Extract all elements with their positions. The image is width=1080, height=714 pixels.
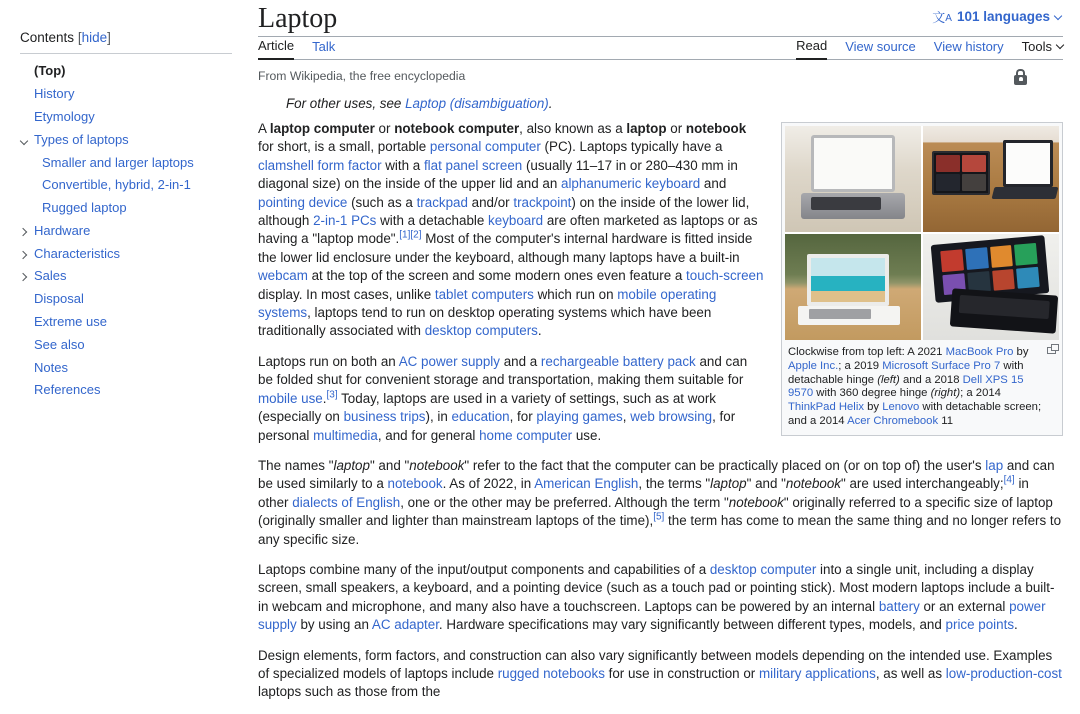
tab-article[interactable] bbox=[258, 38, 294, 60]
wiki-link-thinkpad-helix[interactable]: ThinkPad Helix bbox=[788, 401, 864, 414]
sidebar-item-rugged-laptop[interactable] bbox=[20, 197, 232, 220]
wiki-link-home-computer[interactable]: home computer bbox=[479, 427, 573, 443]
site-subtitle: From Wikipedia, the free encyclopedia bbox=[258, 69, 466, 83]
sidebar-item-convertible-hybrid-2-in-1[interactable] bbox=[20, 174, 232, 197]
translate-icon: 文A bbox=[932, 10, 952, 25]
wiki-link-american-english[interactable]: American English bbox=[534, 476, 639, 492]
sidebar-item-label: References bbox=[34, 382, 101, 398]
wiki-link-military-applications[interactable]: military applications bbox=[758, 665, 876, 681]
wiki-link-flat-panel-screen[interactable]: flat panel screen bbox=[423, 157, 523, 173]
sidebar-item-etymology[interactable] bbox=[20, 106, 232, 129]
article-body bbox=[258, 120, 1063, 702]
sidebar-item-label: Sales bbox=[34, 268, 67, 284]
wiki-link-2-in-1-pcs[interactable]: 2-in-1 PCs bbox=[313, 213, 377, 229]
tab-label: Article bbox=[258, 38, 295, 53]
sidebar-item-label: Characteristics bbox=[34, 245, 120, 261]
tab-label: Tools bbox=[1021, 38, 1052, 54]
photo-surface-pro-7-and-dell-xps-15 bbox=[923, 126, 1059, 232]
wiki-link-laptop-disambiguation[interactable]: Laptop (disambiguation) bbox=[405, 96, 549, 111]
sidebar-item-characteristics[interactable] bbox=[20, 242, 232, 265]
contents-label: Contents bbox=[20, 30, 75, 45]
tab-label: Talk bbox=[312, 38, 336, 54]
contents-sidebar bbox=[20, 30, 232, 402]
sidebar-item-label: Disposal bbox=[34, 291, 84, 307]
photo-macbook-pro-2021 bbox=[785, 126, 921, 232]
lead-image-collage[interactable] bbox=[785, 126, 1059, 340]
sidebar-item-sales[interactable] bbox=[20, 265, 232, 288]
reference-link[interactable]: [5] bbox=[653, 511, 665, 523]
wiki-link-personal-computer[interactable]: personal computer bbox=[429, 139, 541, 155]
contents-heading: Contents [hide] bbox=[20, 30, 232, 54]
page-title: Laptop bbox=[258, 3, 338, 34]
tab-view-history[interactable] bbox=[934, 38, 1004, 59]
wiki-link-desktop-computer[interactable]: desktop computer bbox=[709, 561, 817, 577]
article-content bbox=[258, 0, 1063, 714]
tools-menu[interactable] bbox=[1022, 38, 1063, 59]
sidebar-item-label: Convertible, hybrid, 2-in-1 bbox=[42, 177, 191, 193]
sidebar-item-label: Types of laptops bbox=[34, 131, 129, 147]
wiki-link-macbook-pro[interactable]: MacBook Pro bbox=[945, 346, 1014, 358]
wiki-link-lap[interactable]: lap bbox=[985, 457, 1004, 473]
article-paragraph: A laptop computer or notebook computer, also known as a laptop or notebook for short, is a small, portable personal computer (PC). Laptops typically have a clamshell form factor with a flat panel screen (usually 11–17 in or 280–430 mm in diagonal size) on the inside of the upper lid and an alphanumeric keyboard and pointing device (such as a trackpad and/or trackpoint) on the inside of the lower lid, although 2-in-1 PCs with a detachable keyboard are often marketed as laptops or as having a "laptop mode".[1][2] Most of the computer's internal hardware is fitted inside the lower lid enclosure under the keyboard, although many laptops have a built-in webcam at the top of the screen and some modern ones even feature a touch-screen display. In most cases, unlike tablet computers which run on mobile operating systems, laptops tend to run on desktop operating systems which have been traditionally associated with desktop computers. bbox=[258, 121, 764, 339]
image-caption: Clockwise from top left: A 2021 MacBook Pro by Apple Inc.; a 2019 Microsoft Surface Pro 7 with detachable hinge (left) and a 2018 Dell XPS 15 9570 with 360 degree hinge (right); a 2014 ThinkPad Helix by Lenovo with detachable screen; and a 2014 Acer Chromebook 11 bbox=[785, 340, 1059, 432]
chevron-down-icon bbox=[1056, 40, 1064, 48]
sidebar-item-label: Extreme use bbox=[34, 313, 107, 329]
wiki-link-notebook[interactable]: notebook bbox=[387, 476, 443, 492]
wiki-link-mobile-operating-systems[interactable]: mobile operating systems bbox=[258, 286, 717, 321]
sidebar-item-hardware[interactable] bbox=[20, 219, 232, 242]
wiki-link-lenovo[interactable]: Lenovo bbox=[882, 401, 920, 414]
sidebar-item-label: History bbox=[34, 86, 75, 102]
tab-label: Read bbox=[796, 38, 828, 53]
sidebar-item-disposal[interactable] bbox=[20, 288, 232, 311]
wiki-link-price-points[interactable]: price points bbox=[945, 617, 1015, 633]
contents-hide-toggle[interactable]: hide bbox=[81, 30, 108, 45]
article-header bbox=[258, 0, 1063, 37]
wiki-link-pointing-device[interactable]: pointing device bbox=[258, 194, 348, 210]
wiki-link-tablet-computers[interactable]: tablet computers bbox=[434, 286, 534, 302]
chevron-right-icon bbox=[19, 250, 27, 258]
wiki-link-trackpoint[interactable]: trackpoint bbox=[513, 194, 572, 210]
article-paragraph: Laptops combine many of the input/output components and capabilities of a desktop computer into a single unit, including a display screen, small speakers, a keyboard, and a pointing device (such as a touch pad or pointing stick). Most modern laptops include a built-in webcam and microphone, and many also have a touchscreen. Laptops can be powered by an internal battery or an external power supply by using an AC adapter. Hardware specifications may vary significantly between different types, models, and price points. bbox=[258, 561, 1055, 633]
wiki-link-power-supply[interactable]: power supply bbox=[258, 598, 1046, 633]
sidebar-item-label: Hardware bbox=[34, 222, 91, 238]
tab-view-source[interactable] bbox=[845, 38, 916, 59]
reference-link[interactable]: [4] bbox=[1003, 474, 1015, 486]
reference-link[interactable]: [1][2] bbox=[399, 229, 422, 241]
subtitle-row bbox=[258, 69, 1063, 83]
table-of-contents bbox=[20, 60, 232, 402]
wiki-link-education[interactable]: education bbox=[451, 409, 510, 425]
tab-label: View source bbox=[845, 38, 916, 54]
sidebar-item-label: Etymology bbox=[34, 108, 95, 124]
hatnote: For other uses, see Laptop (disambiguation). bbox=[286, 96, 553, 111]
wiki-link-business-trips[interactable]: business trips bbox=[343, 409, 426, 425]
wiki-link-alphanumeric-keyboard[interactable]: alphanumeric keyboard bbox=[561, 176, 701, 192]
wiki-link-rechargeable-battery-pack[interactable]: rechargeable battery pack bbox=[540, 353, 696, 369]
chevron-down-icon bbox=[20, 136, 28, 144]
languages-button[interactable] bbox=[932, 7, 1061, 26]
article-paragraph: Laptops run on both an AC power supply and a rechargeable battery pack and can be folded shut for convenient storage and transportation, making them suitable for mobile use.[3] Today, laptops are used in a variety of settings, such as at work (especially on business trips), in education, for playing games, web browsing, for personal multimedia, and for general home computer use. bbox=[258, 353, 748, 443]
wiki-link-playing-games[interactable]: playing games bbox=[536, 409, 623, 425]
chevron-down-icon bbox=[1054, 11, 1062, 19]
photo-acer-chromebook-11 bbox=[785, 234, 921, 340]
lead-image-figure bbox=[781, 122, 1063, 436]
sidebar-item-smaller-and-larger-laptops[interactable] bbox=[20, 151, 232, 174]
wiki-link-mobile-use[interactable]: mobile use bbox=[258, 390, 323, 406]
wiki-link-dialects-of-english[interactable]: dialects of English bbox=[292, 494, 401, 510]
wiki-link-trackpad[interactable]: trackpad bbox=[416, 194, 468, 210]
wiki-link-keyboard[interactable]: keyboard bbox=[488, 213, 544, 229]
sidebar-item-notes[interactable] bbox=[20, 356, 232, 379]
sidebar-item-references[interactable] bbox=[20, 379, 232, 402]
wiki-link-apple-inc[interactable]: Apple Inc. bbox=[788, 359, 839, 372]
wiki-link-acer-chromebook[interactable]: Acer Chromebook bbox=[847, 414, 939, 427]
wiki-link-dell-xps-15-9570[interactable]: Dell XPS 15 9570 bbox=[788, 373, 1024, 400]
article-paragraph: The names "laptop" and "notebook" refer to the fact that the computer can be practically placed on (or on top of) the user's lap and can be used similarly to a notebook. As of 2022, in American English, the terms "laptop" and "notebook" are used interchangeably;[4] in other dialects of English, one or the other may be preferred. Although the term "notebook" originally referred to a specific size of laptop (originally smaller and lighter than mainstream laptops of the time),[5] the term has come to mean the same thing and no longer refers to any specific size. bbox=[258, 457, 1062, 547]
enlarge-icon[interactable] bbox=[1047, 347, 1056, 354]
sidebar-item-types-of-laptops[interactable] bbox=[20, 128, 232, 151]
chevron-right-icon bbox=[19, 273, 27, 281]
sidebar-item-label: Rugged laptop bbox=[42, 200, 127, 216]
sidebar-item-extreme-use[interactable] bbox=[20, 311, 232, 334]
photo-thinkpad-helix bbox=[923, 234, 1059, 340]
page-protection-lock-icon[interactable] bbox=[1014, 75, 1027, 85]
tab-label: View history bbox=[933, 38, 1004, 54]
wiki-link-desktop-computers[interactable]: desktop computers bbox=[424, 323, 538, 339]
wiki-link-microsoft-surface-pro-7[interactable]: Microsoft Surface Pro 7 bbox=[882, 359, 1001, 372]
wiki-link-web-browsing[interactable]: web browsing bbox=[630, 409, 713, 425]
wiki-link-ac-adapter[interactable]: AC adapter bbox=[371, 617, 439, 633]
wiki-link-touch-screen[interactable]: touch-screen bbox=[686, 268, 764, 284]
tab-talk[interactable] bbox=[312, 38, 335, 59]
sidebar-item-label: (Top) bbox=[34, 63, 66, 79]
sidebar-item-top[interactable] bbox=[20, 60, 232, 83]
wiki-link-webcam[interactable]: webcam bbox=[258, 268, 308, 284]
sidebar-item-label: Smaller and larger laptops bbox=[42, 154, 194, 170]
article-paragraph: Design elements, form factors, and construction can also vary significantly between models depending on the intended use. Examples of specialized models of laptops include rugged notebooks for use in construction or military applications, as well as low-production-cost laptops such as those from the bbox=[258, 647, 1062, 700]
sidebar-item-label: Notes bbox=[34, 359, 68, 375]
wiki-link-multimedia[interactable]: multimedia bbox=[313, 427, 378, 443]
wiki-link-ac-power-supply[interactable]: AC power supply bbox=[398, 353, 500, 369]
sidebar-item-history[interactable] bbox=[20, 83, 232, 106]
wiki-link-low-production-cost[interactable]: low-production-cost bbox=[945, 665, 1062, 681]
reference-link[interactable]: [3] bbox=[326, 389, 338, 401]
languages-label: 101 languages bbox=[956, 9, 1050, 24]
sidebar-item-see-also[interactable] bbox=[20, 333, 232, 356]
sidebar-item-label: See also bbox=[34, 336, 85, 352]
wiki-link-battery[interactable]: battery bbox=[878, 598, 920, 614]
tab-bar bbox=[258, 37, 1063, 60]
chevron-right-icon bbox=[19, 228, 27, 236]
wiki-link-rugged-notebooks[interactable]: rugged notebooks bbox=[497, 665, 605, 681]
tab-read[interactable] bbox=[796, 38, 827, 60]
wiki-link-clamshell-form-factor[interactable]: clamshell form factor bbox=[258, 157, 382, 173]
